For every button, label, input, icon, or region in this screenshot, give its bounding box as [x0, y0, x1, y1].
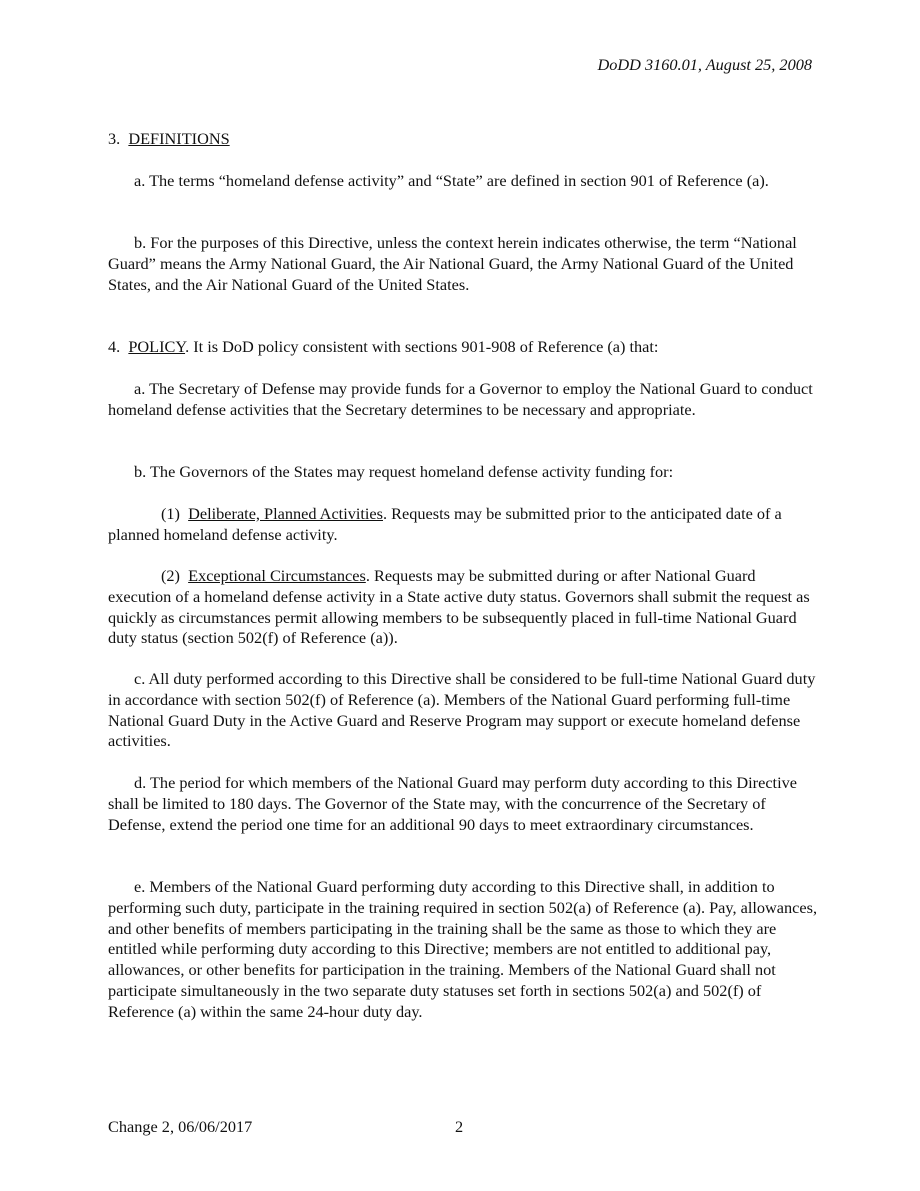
- section-4c-paragraph: [108, 669, 820, 752]
- section-3-title: DEFINITIONS: [128, 129, 230, 148]
- section-3b-text: b. For the purposes of this Directive, unless the context herein indicates otherwise, the term “National Guard” means the Army National Guard, the Air National Guard, the Army National Guard of the United States, and the Air National Guard of the United States.: [108, 233, 797, 294]
- section-4e-text: e. Members of the National Guard performing duty according to this Directive shall, in addition to performing such duty, participate in the training required in section 502(a) of Reference (a). Pay, allowances, and other benefits of members participating in the training shall be the same as those to which they are entitled while performing duty according to this Directive; members are not entitled to additional pay, allowances, or other benefits for participation in the training. Members of the National Guard shall not participate simultaneously in the two separate duty statuses set forth in sections 502(a) and 502(f) of Reference (a) within the same 24-hour duty day.: [108, 877, 818, 1021]
- page-header: DoDD 3160.01, August 25, 2008: [597, 55, 812, 74]
- section-4b1-text: . Requests may be submitted prior to the anticipated date of a planned homeland defense activity.: [108, 504, 782, 544]
- section-4b2-text: . Requests may be submitted during or after National Guard execution of a homeland defense activity in a State active duty status. Governors shall submit the request as quickly as circumstances permit allowing members to be subsequently placed in full-time National Guard duty status (section 502(f) of Reference (a)).: [108, 566, 810, 648]
- section-3-heading: [108, 129, 820, 150]
- section-3-number: 3.: [108, 129, 121, 148]
- section-4a-paragraph: [108, 379, 820, 421]
- section-4-title: POLICY: [128, 337, 186, 356]
- section-4a-text: a. The Secretary of Defense may provide funds for a Governor to employ the National Guard to conduct homeland defense activities that the Secretary determines to be necessary and appropriate.: [108, 379, 813, 419]
- section-4-intro: . It is DoD policy consistent with sections 901-908 of Reference (a) that:: [185, 337, 659, 356]
- section-4b-text: b. The Governors of the States may request homeland defense activity funding for:: [134, 462, 674, 481]
- section-3b-paragraph: [108, 233, 820, 295]
- section-4b1-paragraph: [108, 504, 820, 546]
- section-4-number: 4.: [108, 337, 121, 356]
- section-4-heading: [108, 337, 820, 358]
- section-4d-paragraph: [108, 773, 820, 835]
- footer-change-note: Change 2, 06/06/2017: [108, 1117, 253, 1136]
- section-4b-paragraph: [108, 462, 820, 483]
- section-4b2-paragraph: [108, 566, 820, 649]
- section-4d-text: d. The period for which members of the National Guard may perform duty according to this Directive shall be limited to 180 days. The Governor of the State may, with the concurrence of the Secretary of Defense, extend the period one time for an additional 90 days to meet extraordinary circumstances.: [108, 773, 797, 834]
- section-4b1-number: (1): [161, 504, 180, 523]
- section-4e-paragraph: [108, 877, 820, 1023]
- section-3a-text: a. The terms “homeland defense activity” and “State” are defined in section 901 of Reference (a).: [134, 171, 769, 190]
- section-4b2-number: (2): [161, 566, 180, 585]
- section-4c-text: c. All duty performed according to this Directive shall be considered to be full-time National Guard duty in accordance with section 502(f) of Reference (a). Members of the National Guard performing full-time National Guard Duty in the Active Guard and Reserve Program may support or execute homeland defense activities.: [108, 669, 816, 751]
- section-3a-paragraph: [108, 171, 820, 192]
- section-4b1-title: Deliberate, Planned Activities: [188, 504, 383, 523]
- section-4b2-title: Exceptional Circumstances: [188, 566, 366, 585]
- footer-page-number: 2: [455, 1117, 464, 1136]
